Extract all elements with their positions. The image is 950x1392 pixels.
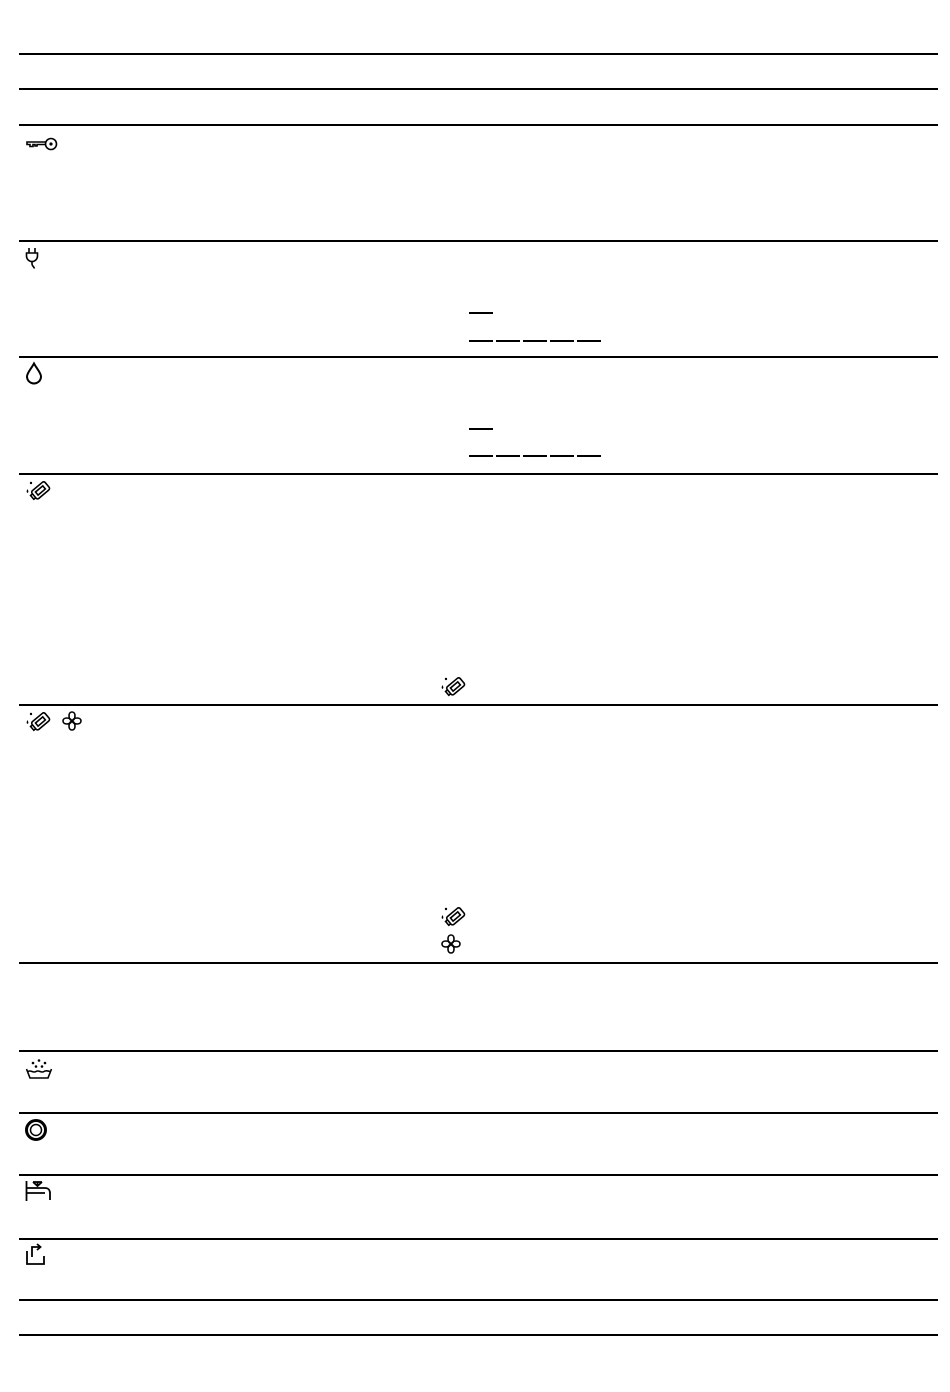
- detergent-bottle-icon: [24, 478, 54, 502]
- value-dash: [523, 455, 547, 457]
- key-icon: [25, 136, 59, 152]
- value-dash: [550, 340, 574, 342]
- row-divider: [19, 704, 938, 706]
- detergent-bottle-icon: [439, 674, 469, 698]
- water-drop-icon: [25, 362, 43, 384]
- plug-icon: [25, 247, 39, 269]
- fabric-softener-flower-icon: [61, 710, 83, 732]
- value-dash: [577, 455, 601, 457]
- table-top-rule: [19, 53, 938, 55]
- detergent-bottle-icon: [24, 709, 54, 733]
- header-rule: [19, 88, 938, 90]
- table-bottom-rule: [19, 1334, 938, 1336]
- value-dash: [496, 340, 520, 342]
- water-tap-icon: [25, 1180, 53, 1204]
- fabric-softener-flower-icon: [440, 933, 462, 955]
- value-dash: [469, 312, 493, 314]
- value-dash: [469, 428, 493, 430]
- prewash-basin-icon: [25, 1058, 53, 1080]
- row-divider: [19, 1299, 938, 1301]
- value-dash: [496, 455, 520, 457]
- row-divider: [19, 356, 938, 358]
- row-divider: [19, 240, 938, 242]
- row-divider: [19, 962, 938, 964]
- value-dash: [523, 340, 547, 342]
- row-divider: [19, 473, 938, 475]
- row-divider: [19, 124, 938, 126]
- value-dash: [469, 340, 493, 342]
- row-divider: [19, 1112, 938, 1114]
- drain-tray-icon: [25, 1243, 47, 1267]
- drum-icon: [24, 1118, 48, 1142]
- row-divider: [19, 1050, 938, 1052]
- value-dash: [577, 340, 601, 342]
- detergent-bottle-icon: [439, 904, 469, 928]
- row-divider: [19, 1174, 938, 1176]
- value-dash: [469, 455, 493, 457]
- row-divider: [19, 1238, 938, 1240]
- value-dash: [550, 455, 574, 457]
